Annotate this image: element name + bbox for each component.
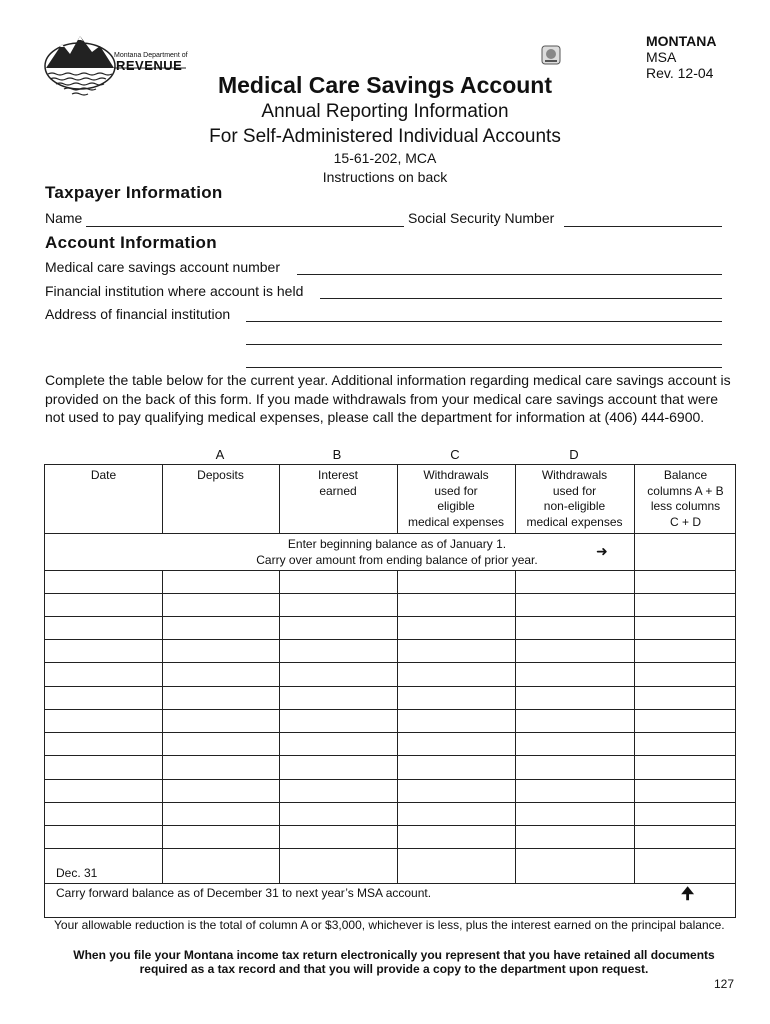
- state-seal-icon: [540, 44, 562, 66]
- header-deposits: Deposits: [197, 468, 244, 482]
- page-number: 127: [714, 977, 735, 991]
- name-label: Name: [45, 210, 83, 226]
- state-label: MONTANA: [646, 33, 717, 49]
- taxpayer-heading: Taxpayer Information: [45, 183, 223, 202]
- instructions-note: Instructions on back: [322, 169, 448, 185]
- address-label: Address of financial institution: [45, 306, 231, 322]
- account-heading: Account Information: [45, 233, 217, 252]
- msa-table: [44, 464, 736, 918]
- page-title: Medical Care Savings Account: [217, 72, 553, 98]
- name-field[interactable]: [86, 226, 404, 227]
- header-balance: Balance columns A + B less columns C + D: [647, 468, 724, 529]
- institution-field[interactable]: [320, 298, 722, 299]
- ssn-label: Social Security Number: [408, 210, 555, 226]
- header-date: Date: [90, 468, 117, 482]
- column-letter-c: C: [450, 447, 460, 462]
- column-letter-b: B: [332, 447, 342, 462]
- column-letter-a: A: [215, 447, 225, 462]
- instructions-paragraph: Complete the table below for the current year. Additional information regarding medical care savings account is provided on the back of this form. If you made withdrawals from your medical care savings account that were not used to pay qualifying medical expenses, please call the department for information at (406) 444-6900.: [45, 372, 731, 425]
- header-interest: Interest earned: [317, 468, 359, 498]
- ssn-field[interactable]: [564, 226, 722, 227]
- agency-big-text: REVENUE: [116, 58, 183, 73]
- allowable-reduction-note: Your allowable reduction is the total of column A or $3,000, whichever is less, plus the interest earned on the principal balance.: [54, 918, 725, 932]
- header-withdrawals-noneligible: Withdrawals used for non-eligible medical expenses: [526, 468, 623, 529]
- column-letter-d: D: [569, 447, 579, 462]
- institution-label: Financial institution where account is held: [45, 283, 304, 299]
- beginning-balance-text: Enter beginning balance as of January 1. Carry over amount from ending balance of prior year.: [256, 537, 538, 567]
- right-arrow-icon: ➜: [596, 543, 608, 559]
- subtitle-1: Annual Reporting Information: [261, 101, 509, 122]
- header-withdrawals-eligible: Withdrawals used for eligible medical expenses: [407, 468, 505, 529]
- subtitle-2: For Self-Administered Individual Accounts: [209, 126, 561, 147]
- carry-forward-text: Carry forward balance as of December 31 to next year’s MSA account.: [56, 886, 432, 900]
- account-number-field[interactable]: [297, 274, 722, 275]
- dec31-label: Dec. 31: [56, 866, 98, 880]
- account-number-label: Medical care savings account number: [45, 259, 281, 275]
- address-field-3[interactable]: [246, 367, 722, 368]
- statute-citation: 15-61-202, MCA: [333, 150, 437, 166]
- address-field-1[interactable]: [246, 321, 722, 322]
- up-arrow-icon: 🠉: [681, 886, 695, 903]
- electronic-filing-note: When you file your Montana income tax return electronically you represent that you have retained all documents required as a tax record and that you will provide a copy to the department upon request.: [73, 948, 715, 976]
- revision-label: Rev. 12-04: [646, 65, 714, 81]
- form-code: MSA: [646, 49, 677, 65]
- address-field-2[interactable]: [246, 344, 722, 345]
- agency-small-text: Montana Department of: [114, 52, 188, 59]
